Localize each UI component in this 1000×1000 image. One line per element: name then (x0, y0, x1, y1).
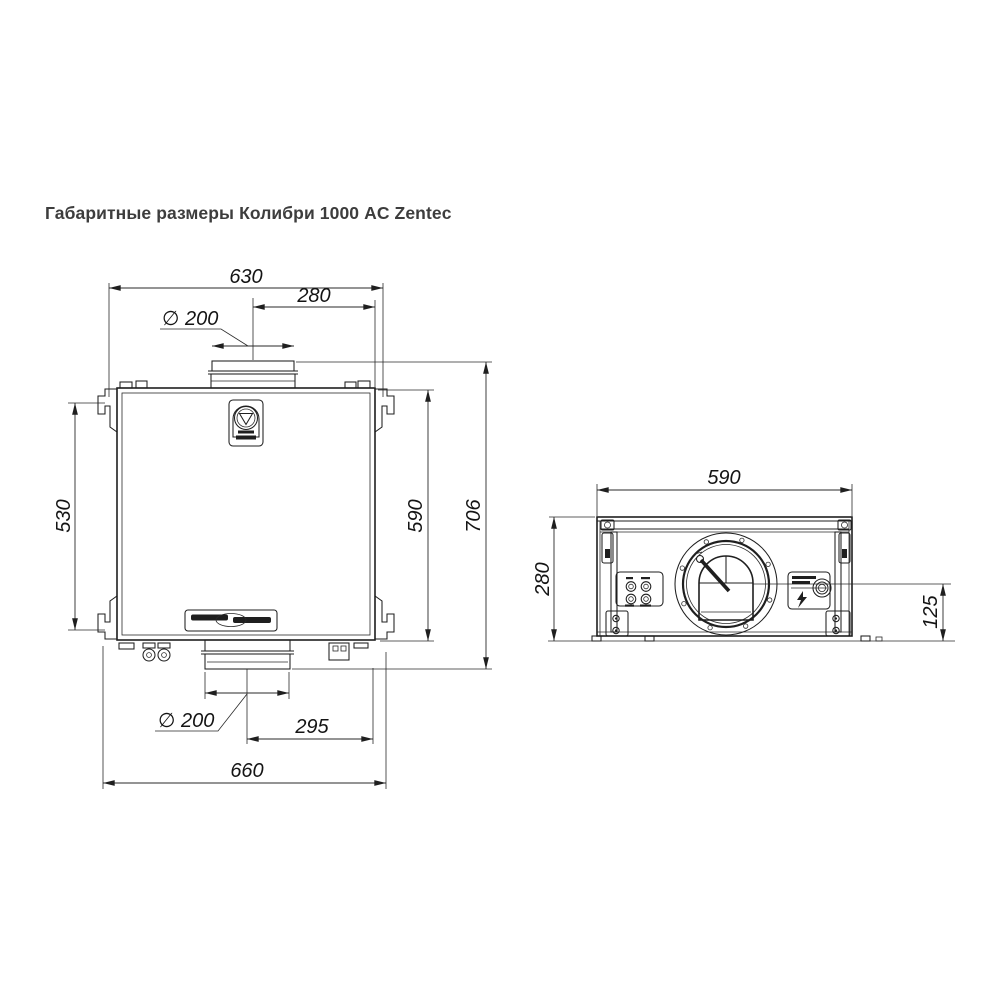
page-title: Габаритные размеры Колибри 1000 AC Zentec (45, 203, 452, 223)
dim-label-top-duct-offset: 280 (297, 285, 331, 307)
dim-top-duct-diameter (160, 308, 294, 346)
dim-side-height (532, 517, 595, 641)
dim-bottom-width (103, 646, 386, 789)
dim-label-side-height: 280 (532, 562, 554, 596)
dim-label-bottom-duct-diameter: ∅ 200 (158, 710, 215, 732)
casing (548, 517, 955, 641)
dim-label-bottom-duct-offset: 295 (295, 716, 329, 738)
dim-mount-height (53, 403, 105, 630)
top-duct-spigot (208, 361, 298, 388)
bottom-duct-spigot (201, 640, 294, 669)
dim-body-height (378, 390, 434, 641)
lightning-icon (797, 591, 807, 608)
terminal-fitting (329, 643, 368, 660)
duct-flange (675, 533, 951, 635)
dim-top-width (109, 266, 383, 397)
dim-label-mount-height: 530 (53, 499, 75, 533)
dim-bottom-duct-offset (247, 668, 373, 744)
dim-side-width (597, 467, 852, 516)
dim-label-side-width: 590 (707, 467, 741, 489)
damper-lever-icon (695, 552, 729, 591)
brand-label (185, 610, 277, 631)
latch-left (601, 520, 614, 563)
connector-panel (616, 572, 663, 607)
front-top-view (53, 266, 492, 789)
dim-label-top-width: 630 (229, 266, 263, 288)
power-label (788, 572, 830, 609)
unit-body (117, 381, 375, 640)
dim-axis-height (920, 584, 943, 641)
dim-label-bottom-width: 660 (230, 760, 264, 782)
dim-top-duct-offset (253, 285, 375, 387)
dim-bottom-duct-diameter (155, 669, 289, 744)
dim-label-axis-height: 125 (920, 595, 942, 629)
drain-fittings (119, 643, 170, 661)
dim-label-body-height: 590 (405, 499, 427, 533)
side-view (532, 467, 955, 641)
mounting-brackets (98, 389, 394, 639)
logo-badge (229, 400, 263, 446)
dim-label-top-duct-diameter: ∅ 200 (162, 308, 219, 330)
dim-label-overall-height: 706 (463, 499, 485, 533)
